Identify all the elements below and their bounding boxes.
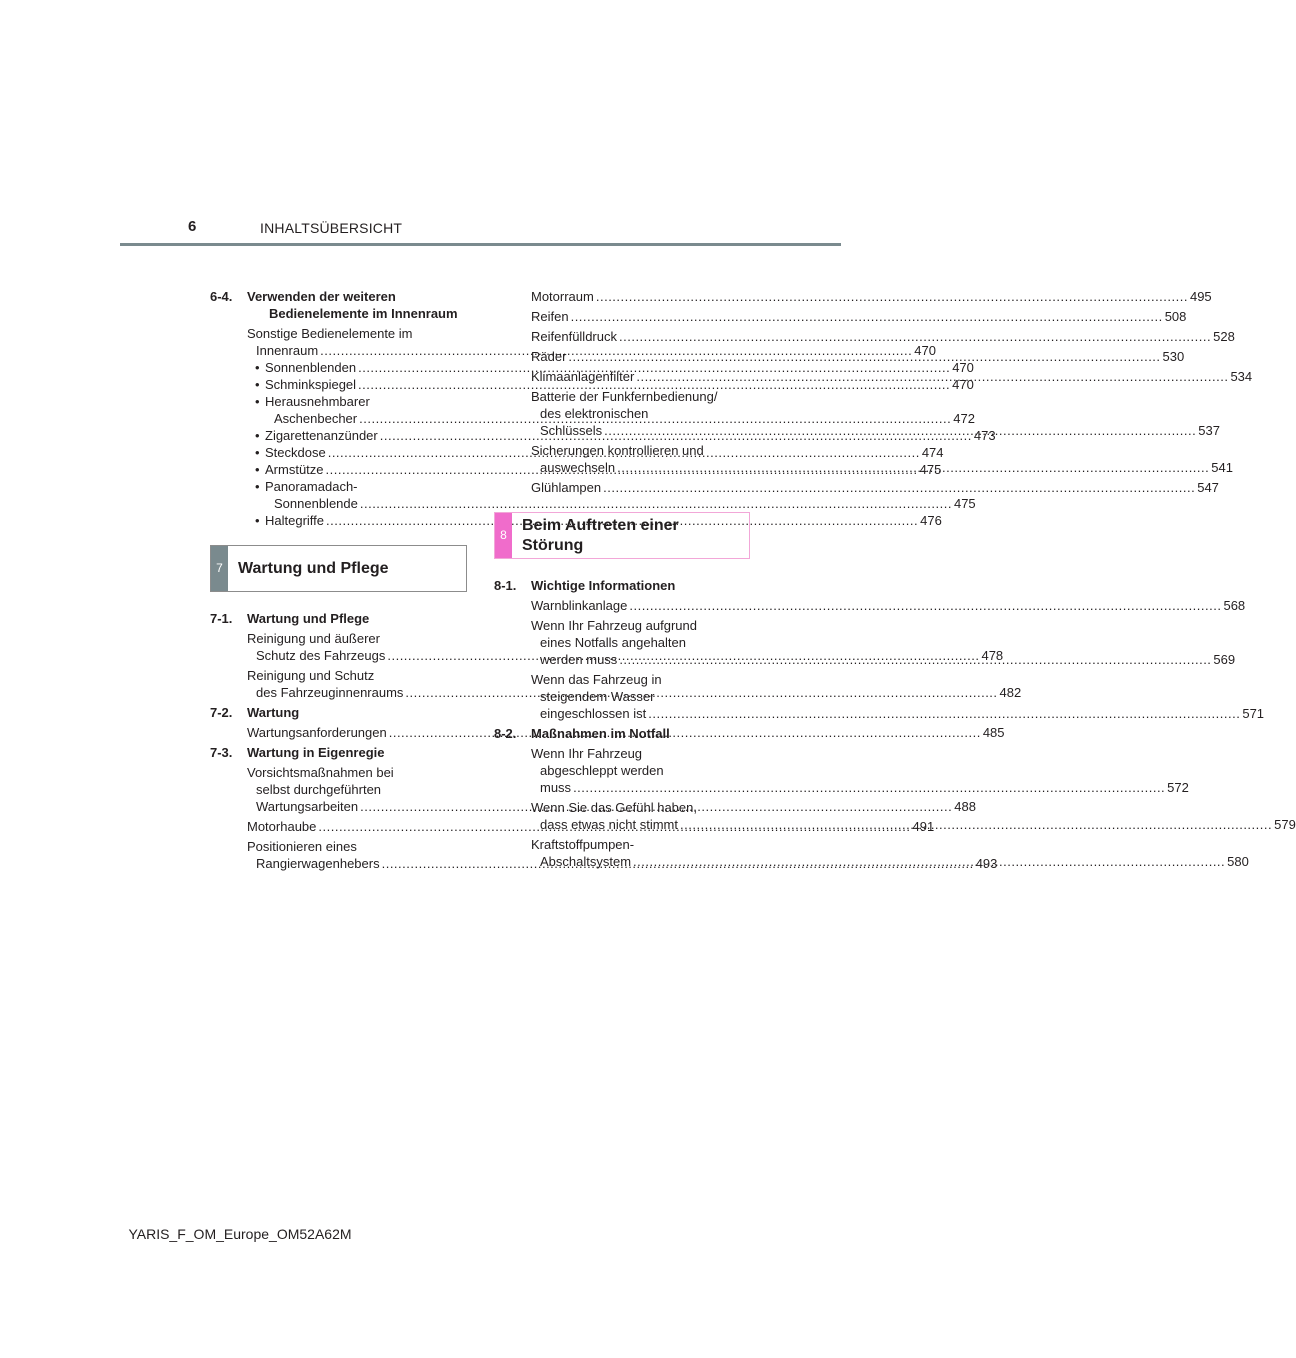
entry-text: Aschenbecher [274, 411, 358, 426]
entry-text: Motorhaube [247, 819, 317, 834]
page-title: INHALTSÜBERSICHT [260, 220, 403, 236]
toc-sub-entry[interactable] [247, 359, 974, 376]
chapter-8-banner[interactable] [494, 512, 750, 559]
entry-text: Schlüssels [540, 423, 603, 438]
page-ref: 571 [1242, 706, 1265, 721]
page-ref: 541 [1211, 460, 1233, 475]
entry-text: Räder [531, 349, 567, 364]
entry-text: Reinigung und Schutz [247, 668, 375, 683]
page-ref: 568 [1223, 598, 1246, 613]
bullet: • [255, 428, 260, 443]
toc-section-7-2[interactable] [210, 704, 467, 721]
page-ref: 537 [1198, 423, 1220, 438]
entry-text: Haltegriffe [265, 513, 325, 528]
page-ref: 569 [1213, 652, 1236, 667]
entry-text: Steckdose [265, 445, 326, 460]
entry-text: Wenn Ihr Fahrzeug aufgrund [531, 618, 697, 633]
page-ref: 472 [953, 411, 975, 426]
toc-section-7-1[interactable] [210, 610, 467, 627]
bullet: • [255, 360, 260, 375]
section-number: 7-1. [210, 611, 233, 626]
page-ref: 475 [919, 462, 942, 477]
entry-text: Reifen [531, 309, 569, 324]
entry-text: Zigarettenanzünder [265, 428, 378, 443]
entry-text: selbst durchgeführten [256, 782, 382, 797]
page-ref: 475 [953, 496, 976, 511]
entry-text: Positionieren eines [247, 839, 357, 854]
toc-entry[interactable] [531, 328, 1235, 345]
document-code: YARIS_F_OM_Europe_OM52A62M [128, 1226, 352, 1242]
page-ref: 530 [1162, 349, 1185, 364]
page-ref: 580 [1227, 854, 1249, 869]
entry-text: Klimaanlagenfilter [531, 369, 635, 384]
toc-entry[interactable] [531, 308, 1187, 325]
entry-text: abgeschleppt werden [540, 763, 664, 778]
page-ref: 470 [952, 377, 974, 392]
bullet: • [255, 445, 260, 460]
entry-text: Wartungsarbeiten [256, 799, 359, 814]
entry-text: Warnblinkanlage [531, 598, 628, 613]
page-ref: 470 [914, 343, 936, 358]
page-ref: 508 [1164, 309, 1187, 324]
page-ref: 547 [1197, 480, 1219, 495]
section-title: Wichtige Informationen [531, 578, 676, 593]
entry-text: Wenn Sie das Gefühl haben, [531, 800, 697, 815]
page-ref: 474 [921, 445, 944, 460]
section-number: 8-1. [494, 578, 517, 593]
entry-text: Schminkspiegel [265, 377, 357, 392]
page-ref: 478 [981, 648, 1004, 663]
toc-section-8-1[interactable] [494, 577, 750, 594]
entry-text: werden muss [540, 652, 618, 667]
entry-text: dass etwas nicht stimmt [540, 817, 678, 832]
toc-entry[interactable] [531, 597, 1246, 614]
page-ref: 534 [1230, 369, 1253, 384]
entry-text: Rangierwagenhebers [256, 856, 380, 871]
footer [0, 1226, 960, 1242]
page-ref: 579 [1274, 817, 1296, 832]
page-ref: 482 [999, 685, 1022, 700]
page-ref: 528 [1213, 329, 1235, 344]
entry-text: des Fahrzeuginnenraums [256, 685, 404, 700]
entry-text: muss [540, 780, 572, 795]
entry-text: Sonnenblenden [265, 360, 357, 375]
section-number: 6-4. [210, 289, 233, 304]
entry-text: Sicherungen kontrollieren und [531, 443, 704, 458]
page-number: 6 [188, 218, 197, 235]
entry-text: Wenn Ihr Fahrzeug [531, 746, 643, 761]
page-ref: 572 [1167, 780, 1189, 795]
entry-text: steigendem Wasser [540, 689, 655, 704]
toc-entry[interactable] [531, 479, 1219, 496]
entry-text: Panoramadach- [265, 479, 358, 494]
entry-text: Sonstige Bedienelemente im [247, 326, 413, 341]
bullet: • [255, 462, 260, 477]
entry-text: Innenraum [256, 343, 319, 358]
section-number: 7-3. [210, 745, 233, 760]
chapter-title-cont: Störung [522, 536, 584, 554]
entry-text: Wartungsanforderungen [247, 725, 387, 740]
entry-text: Schutz des Fahrzeugs [256, 648, 386, 663]
entry-text: Vorsichtsmaßnahmen bei [247, 765, 394, 780]
page-ref: 473 [973, 428, 996, 443]
entry-text: Armstütze [265, 462, 324, 477]
page-ref: 470 [952, 360, 974, 375]
section-title: Maßnahmen im Notfall [531, 726, 670, 741]
entry-text: Wenn das Fahrzeug in [531, 672, 662, 687]
toc-entry[interactable] [531, 745, 1189, 796]
section-title: Verwenden der weiteren [247, 289, 396, 304]
bullet: • [255, 479, 260, 494]
entry-text: auswechseln [540, 460, 616, 475]
bullet: • [255, 513, 260, 528]
entry-text: Sonnenblende [274, 496, 358, 511]
chapter-tab: 7 [211, 546, 228, 591]
entry-text: des elektronischen [540, 406, 649, 421]
header-rule [120, 243, 841, 246]
page-ref: 488 [954, 799, 976, 814]
bullet: • [255, 394, 260, 409]
chapter-title: Wartung und Pflege [238, 559, 389, 577]
entry-text: Motorraum [531, 289, 594, 304]
entry-text: Reifenfülldruck [531, 329, 617, 344]
section-number: 8-2. [494, 726, 517, 741]
toc-section-7-3[interactable] [210, 744, 467, 761]
section-number: 7-2. [210, 705, 233, 720]
page-ref: 485 [982, 725, 1005, 740]
entry-text: Reinigung und äußerer [247, 631, 380, 646]
entry-text: Kraftstoffpumpen- [531, 837, 635, 852]
entry-text: Herausnehmbarer [265, 394, 370, 409]
entry-text: Abschaltsystem [540, 854, 632, 869]
bullet: • [255, 377, 260, 392]
section-title-cont: Bedienelemente im Innenraum [269, 306, 458, 321]
chapter-title: Beim Auftreten einer [522, 516, 679, 534]
page-ref: 495 [1189, 289, 1212, 304]
section-title: Wartung und Pflege [247, 611, 370, 626]
entry-text: eines Notfalls angehalten [540, 635, 686, 650]
chapter-7-banner[interactable] [210, 545, 467, 592]
section-title: Wartung [247, 705, 300, 720]
chapter-tab: 8 [495, 513, 512, 558]
toc-section-6-4[interactable] [210, 288, 467, 322]
page-ref: 493 [975, 856, 998, 871]
entry-text: Glühlampen [531, 480, 602, 495]
toc-entry[interactable] [531, 288, 1212, 305]
page-ref: 476 [920, 513, 942, 528]
page-ref: 491 [912, 819, 935, 834]
section-title: Wartung in Eigenregie [247, 745, 385, 760]
entry-text: eingeschlossen ist [540, 706, 647, 721]
toc-section-8-2[interactable] [494, 725, 750, 742]
entry-text: Batterie der Funkfernbedienung/ [531, 389, 718, 404]
